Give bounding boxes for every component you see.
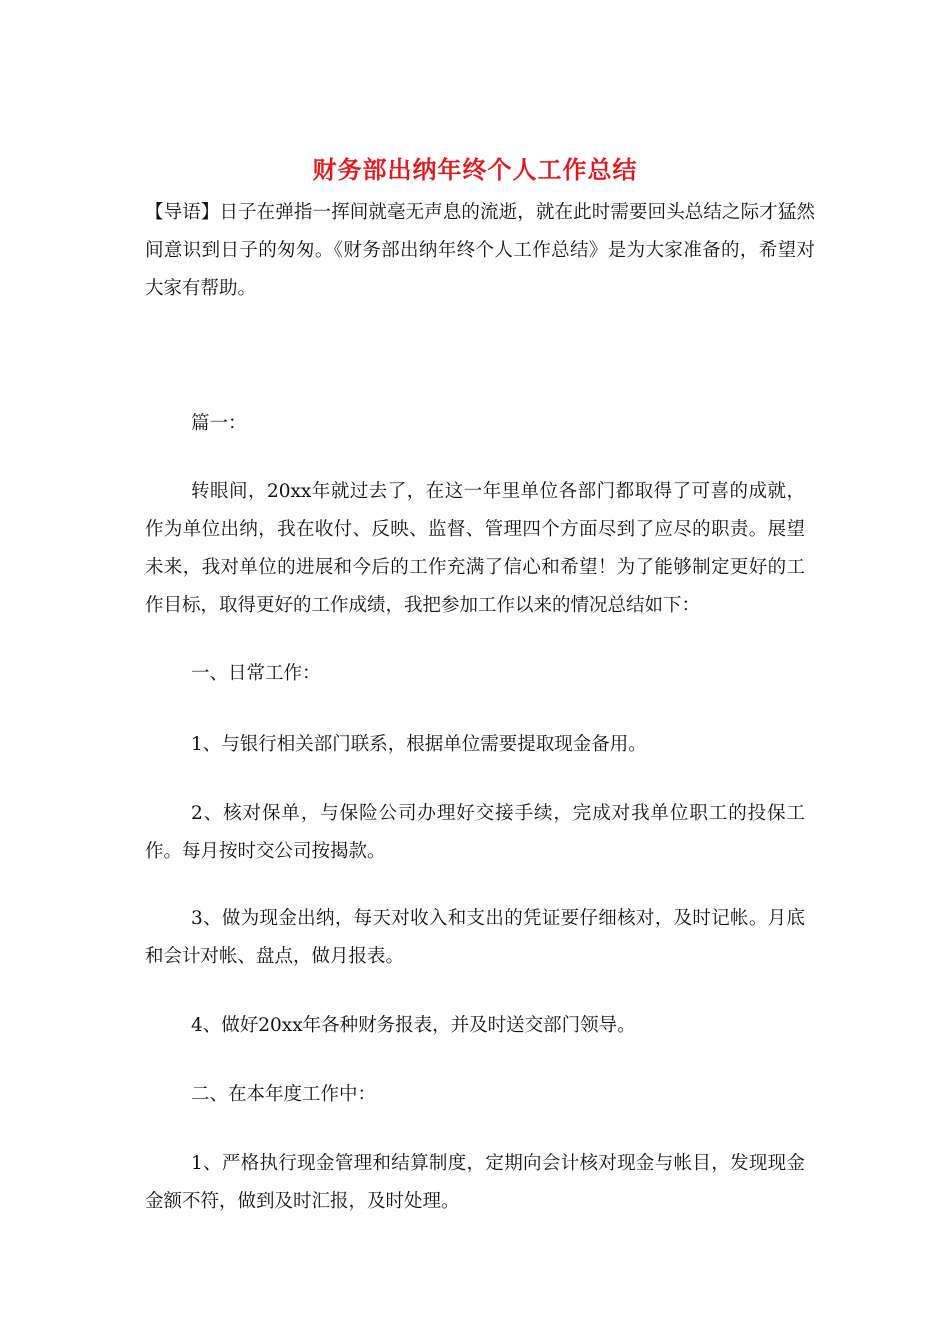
document-title: 财务部出纳年终个人工作总结 [312,155,638,184]
list-item-annual-1: 1、严格执行现金管理和结算制度，定期向会计核对现金与帐目，发现现金金额不符，做到及时汇报，及时处理。 [145,1153,805,1212]
intro-paragraph: 【导语】日子在弹指一挥间就毫无声息的流逝，就在此时需要回头总结之际才猛然间意识到日子的匆匆。《财务部出纳年终个人工作总结》是为大家准备的，希望对大家有帮助。 [145,202,815,299]
paragraph-section-label: 篇一： [191,413,247,434]
heading-annual-work: 二、在本年度工作中： [191,1084,377,1105]
heading-daily-work: 一、日常工作： [191,663,321,684]
list-item-daily-1: 1、与银行相关部门联系，根据单位需要提取现金备用。 [191,734,647,755]
list-item-daily-2: 2、核对保单，与保险公司办理好交接手续，完成对我单位职工的投保工作。每月按时交公司按揭款。 [145,803,805,862]
list-item-daily-3: 3、做为现金出纳，每天对收入和支出的凭证要仔细核对，及时记帐。月底和会计对帐、盘点，做月报表。 [145,908,805,967]
paragraph-opening: 转眼间，20xx年就过去了，在这一年里单位各部门都取得了可喜的成就，作为单位出纳，我在收付、反映、监督、管理四个方面尽到了应尽的职责。展望未来，我对单位的进展和今后的工作充满了信心和希望！为了能够制定更好的工作目标，取得更好的工作成绩，我把参加工作以来的情况总结如下： [145,481,805,616]
list-item-daily-4: 4、做好20xx年各种财务报表，并及时送交部门领导。 [191,1015,636,1036]
